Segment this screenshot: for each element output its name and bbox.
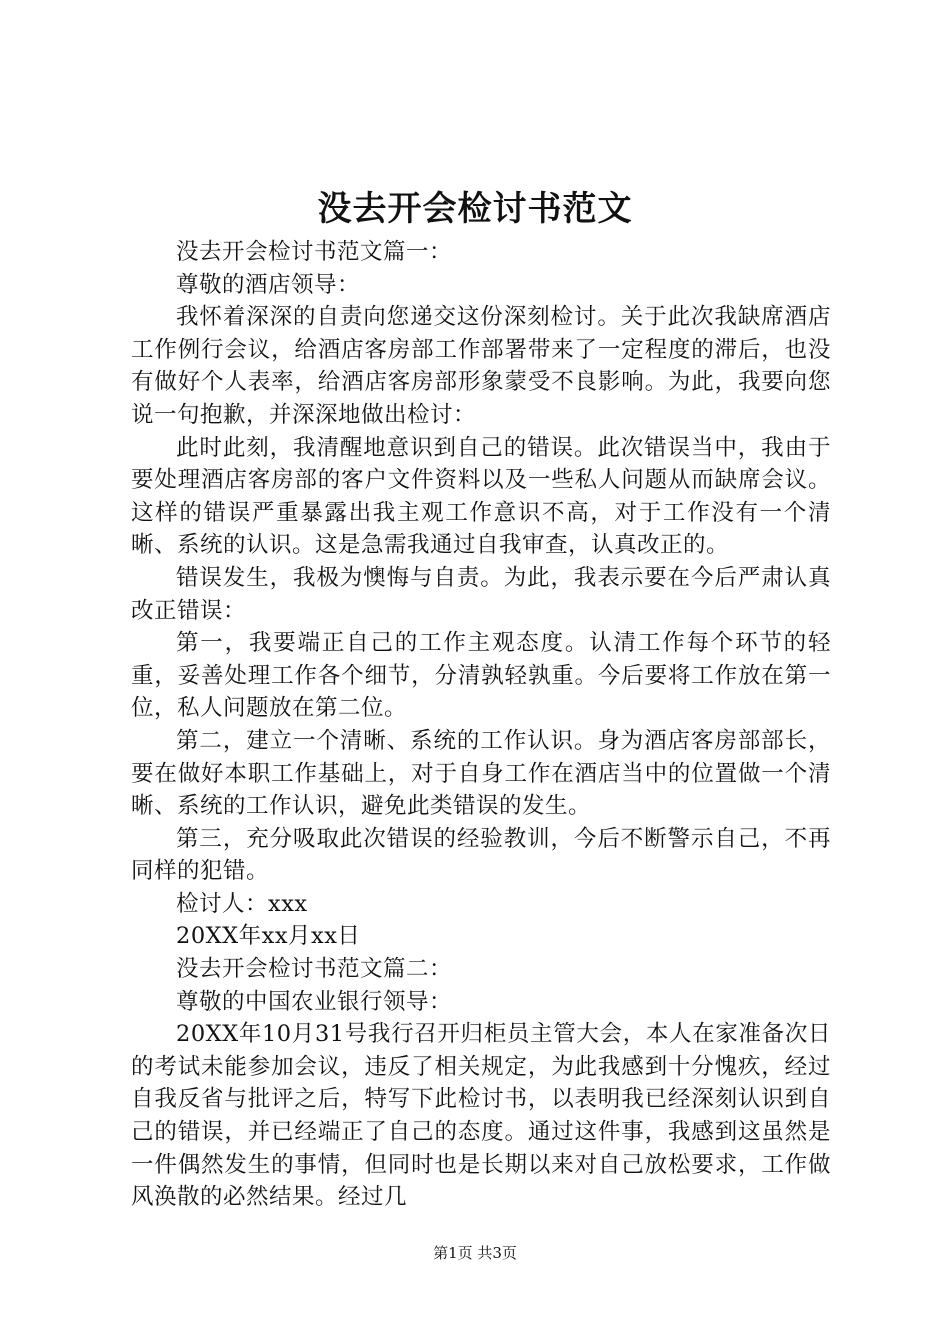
paragraph: 尊敬的中国农业银行领导： (176, 988, 453, 1015)
document-title: 没去开会检讨书范文 (317, 189, 633, 229)
page-footer: 第1页 共3页 (433, 1244, 517, 1262)
paragraph: 20XX年10月31号我行召开归柜员主管大会，本人在家准备次日的考试未能参加会议，违反了相关规定，为此我感到十分愧疚，经过自我反省与批评之后，特写下此检讨书，以表明我已经深刻认识到自己的错误，并已经端正了自己的态度。通过这件事，我感到这虽然是一件偶然发生的事情，但同时也是长期以来对自己放松要求，工作做风涣散的必然结果。经过几 (131, 1021, 831, 1211)
paragraph: 没去开会检讨书范文篇一： (176, 239, 453, 265)
paragraph: 此时此刻，我清醒地意识到自己的错误。此次错误当中，我由于要处理酒店客房部的客户文件资料以及一些私人问题从而缺席会议。这样的错误严重暴露出我主观工作意识不高，对于工作没有一个清晰、系统的认识。这是急需我通过自我审查，认真改正的。 (131, 434, 831, 559)
signature-line: 检讨人：xxx (176, 890, 308, 917)
paragraph: 第三，充分吸取此次错误的经验教训，今后不断警示自己，不再同样的犯错。 (131, 825, 831, 885)
paragraph: 第二，建立一个清晰、系统的工作认识。身为酒店客房部部长，要在做好本职工作基础上，对于自身工作在酒店当中的位置做一个清晰、系统的工作认识，避免此类错误的发生。 (131, 727, 831, 820)
paragraph: 没去开会检讨书范文篇二： (176, 956, 453, 983)
date-line: 20XX年xx月xx日 (176, 923, 361, 950)
document-body (131, 236, 831, 1214)
paragraph: 我怀着深深的自责向您递交这份深刻检讨。关于此次我缺席酒店工作例行会议，给酒店客房部工作部署带来了一定程度的滞后，也没有做好个人表率，给酒店客房部形象蒙受不良影响。为此，我要向您说一句抱歉，并深深地做出检讨： (131, 304, 831, 428)
paragraph: 尊敬的酒店领导： (176, 271, 361, 298)
paragraph: 第一，我要端正自己的工作主观态度。认清工作每个环节的轻重，妥善处理工作各个细节，分清孰轻孰重。今后要将工作放在第一位，私人问题放在第二位。 (131, 630, 831, 722)
paragraph: 错误发生，我极为懊悔与自责。为此，我表示要在今后严肃认真改正错误： (131, 564, 831, 624)
